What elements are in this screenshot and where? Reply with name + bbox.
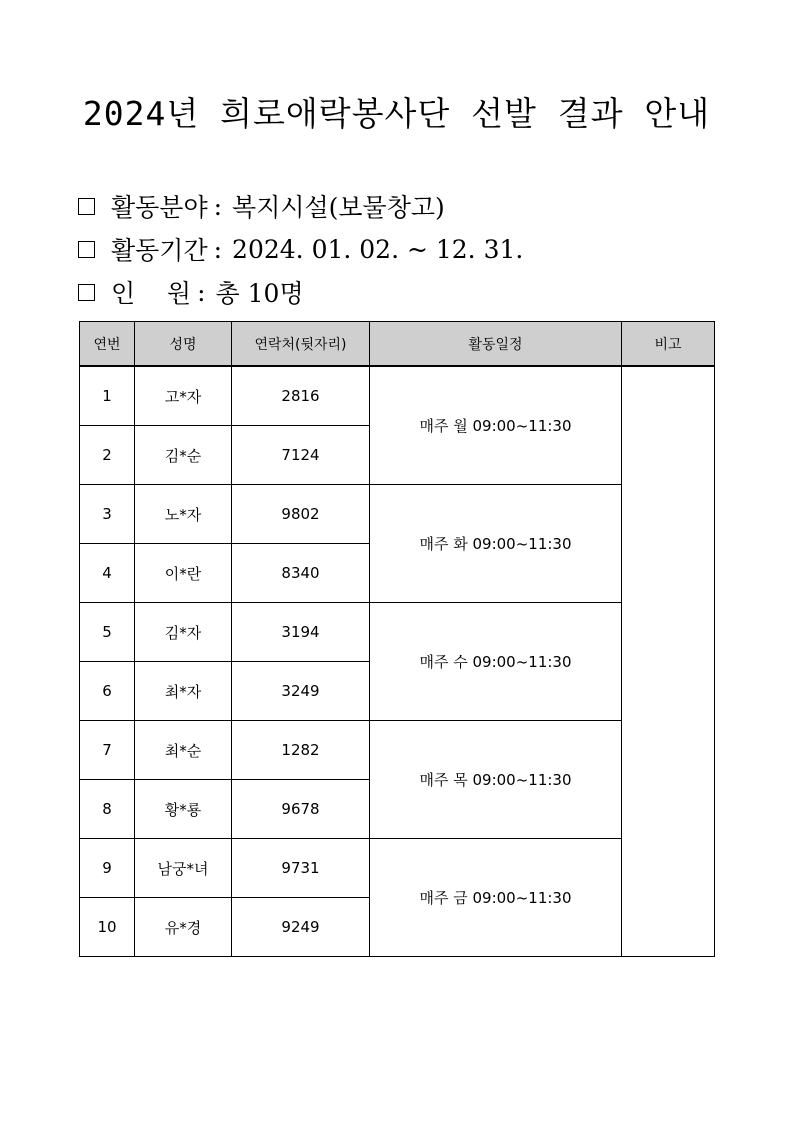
row-phone: 3194: [232, 603, 370, 662]
header-note: 비고: [622, 322, 715, 367]
row-phone: 1282: [232, 721, 370, 780]
row-name: 노*자: [135, 485, 232, 544]
row-schedule: 매주 금 09:00~11:30: [370, 839, 622, 957]
selection-table: [79, 321, 715, 957]
page-title: 2024년 희로애락봉사단 선발 결과 안내: [82, 94, 711, 133]
row-schedule: 매주 월 09:00~11:30: [370, 366, 622, 485]
checkbox-icon: [78, 198, 95, 215]
row-name: 이*란: [135, 544, 232, 603]
table-row: [80, 485, 715, 544]
row-phone: 8340: [232, 544, 370, 603]
info-period: 활동기간 : 2024. 01. 02. ~ 12. 31.: [78, 231, 523, 267]
row-no: 3: [80, 485, 135, 544]
info-label: 인 원: [111, 279, 192, 308]
header-phone: 연락처(뒷자리): [232, 322, 370, 367]
row-name: 남궁*녀: [135, 839, 232, 898]
info-value: 총 10명: [215, 279, 304, 308]
row-phone: 9249: [232, 898, 370, 957]
row-name: 김*자: [135, 603, 232, 662]
row-name: 최*자: [135, 662, 232, 721]
row-schedule: 매주 목 09:00~11:30: [370, 721, 622, 839]
row-phone: 9678: [232, 780, 370, 839]
checkbox-icon: [78, 241, 95, 258]
row-phone: 9802: [232, 485, 370, 544]
row-name: 고*자: [135, 366, 232, 426]
row-schedule: 매주 화 09:00~11:30: [370, 485, 622, 603]
row-no: 4: [80, 544, 135, 603]
info-count: 인 원 : 총 10명: [78, 274, 304, 310]
header-name: 성명: [135, 322, 232, 367]
row-no: 1: [80, 366, 135, 426]
header-no: 연번: [80, 322, 135, 367]
info-field: 활동분야 : 복지시설(보물창고): [78, 188, 445, 224]
row-phone: 2816: [232, 366, 370, 426]
header-schedule: 활동일정: [370, 322, 622, 367]
info-value: 2024. 01. 02. ~ 12. 31.: [232, 234, 524, 264]
table-header-row: [80, 322, 715, 367]
row-phone: 7124: [232, 426, 370, 485]
row-name: 황*룡: [135, 780, 232, 839]
row-name: 유*경: [135, 898, 232, 957]
row-phone: 3249: [232, 662, 370, 721]
row-name: 최*순: [135, 721, 232, 780]
row-schedule: 매주 수 09:00~11:30: [370, 603, 622, 721]
row-no: 7: [80, 721, 135, 780]
note-cell: [622, 366, 715, 957]
row-no: 10: [80, 898, 135, 957]
table-row: [80, 366, 715, 426]
row-no: 2: [80, 426, 135, 485]
row-no: 6: [80, 662, 135, 721]
info-label: 활동분야: [111, 193, 208, 222]
info-value: 복지시설(보물창고): [232, 193, 445, 222]
row-phone: 9731: [232, 839, 370, 898]
checkbox-icon: [78, 284, 95, 301]
info-label: 활동기간: [111, 236, 208, 265]
row-no: 8: [80, 780, 135, 839]
row-no: 9: [80, 839, 135, 898]
table-row: [80, 603, 715, 662]
row-name: 김*순: [135, 426, 232, 485]
row-no: 5: [80, 603, 135, 662]
table-row: [80, 721, 715, 780]
table-row: [80, 839, 715, 898]
